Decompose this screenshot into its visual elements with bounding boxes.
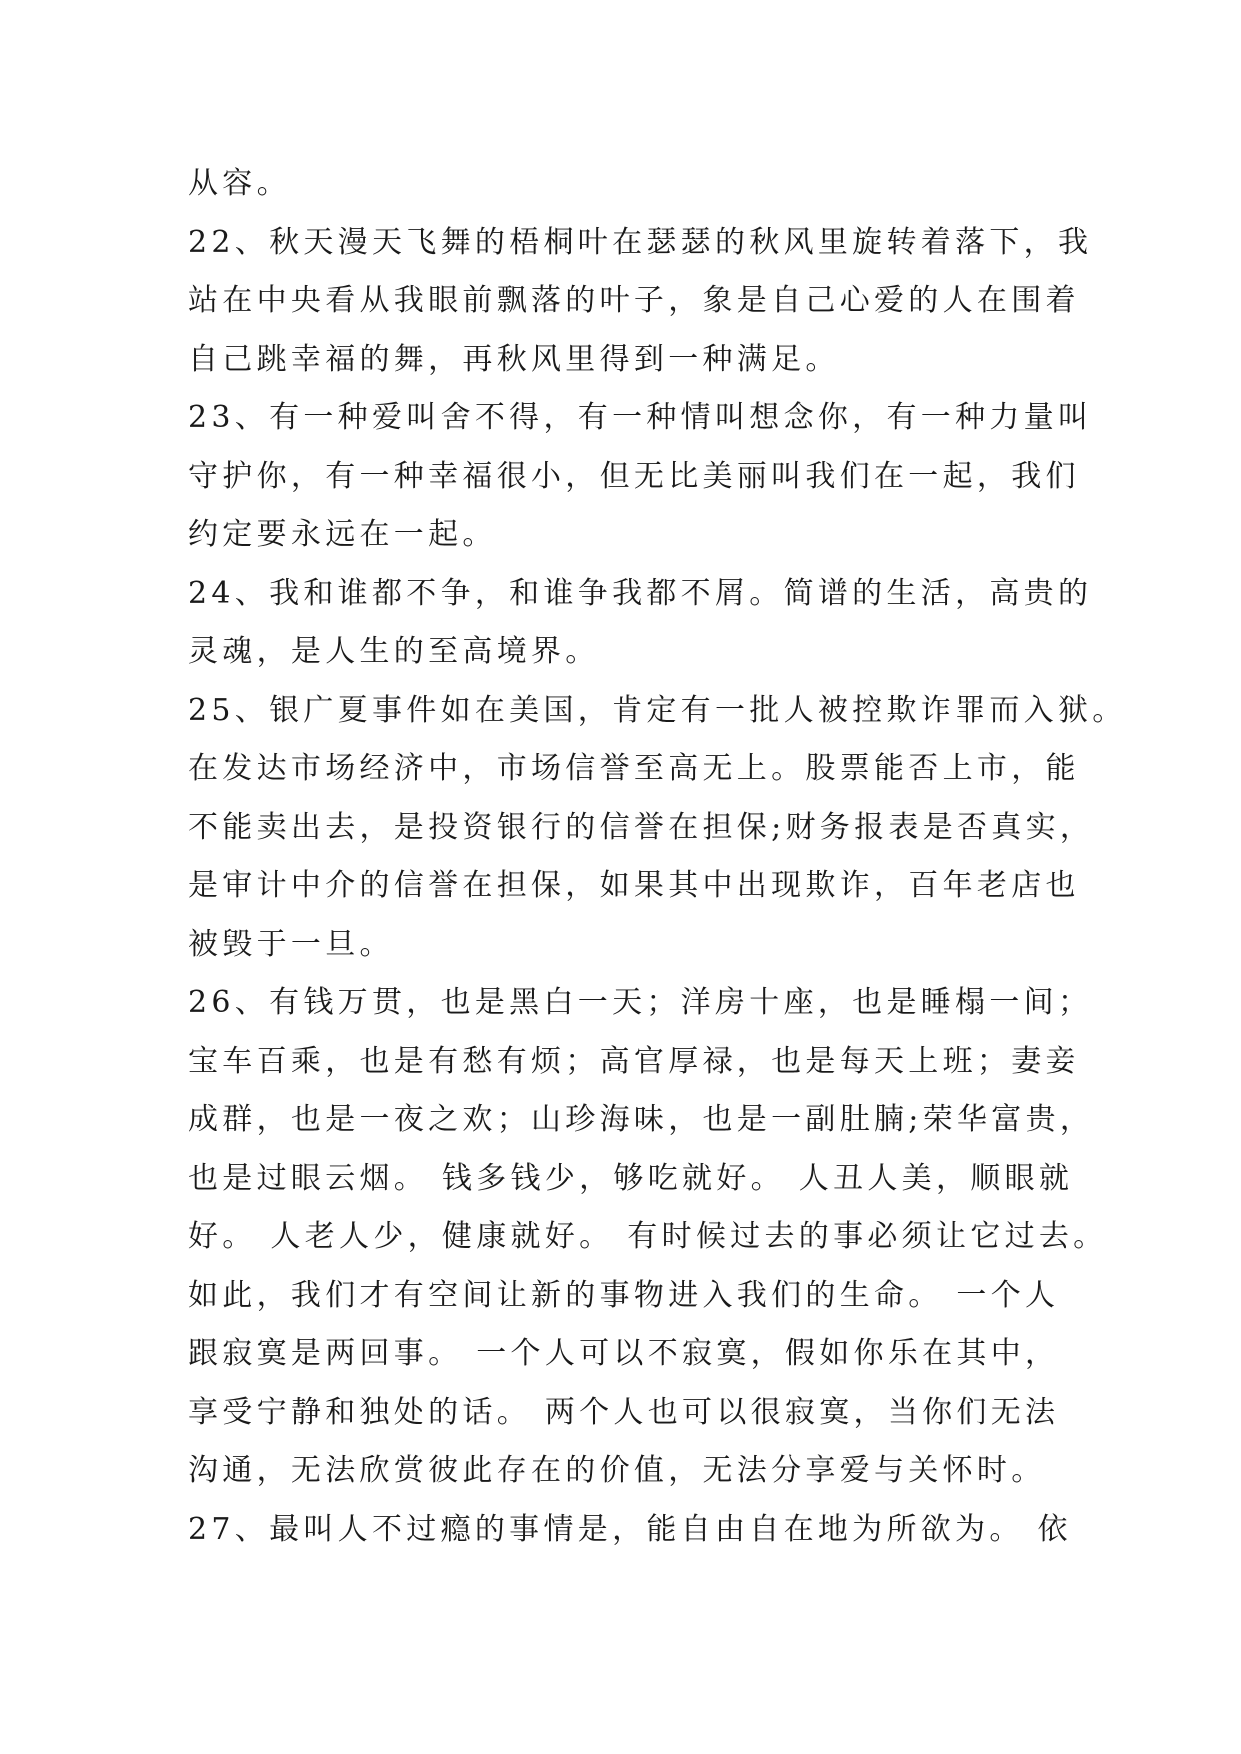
text-line: 成群，也是一夜之欢；山珍海味，也是一副肚腩;荣华富贵， [188, 1102, 1095, 1137]
text-line: 跟寂寞是两回事。 一个人可以不寂寞，假如你乐在其中， [188, 1336, 1060, 1371]
text-line: 享受宁静和独处的话。 两个人也可以很寂寞，当你们无法 [188, 1394, 1060, 1430]
text-line: 也是过眼云烟。 钱多钱少，够吃就好。 人丑人美，顺眼就 [188, 1160, 1074, 1196]
text-line: 守护你，有一种幸福很小，但无比美丽叫我们在一起，我们 [188, 458, 1080, 494]
text-line: 自己跳幸福的舞，再秋风里得到一种满足。 [188, 341, 840, 377]
text-line: 被毁于一旦。 [188, 926, 394, 962]
text-line: 约定要永远在一起。 [188, 517, 497, 552]
text-line: 宝车百乘，也是有愁有烦；高官厚禄，也是每天上班；妻妾 [188, 1043, 1080, 1079]
text-line: 从容。 [188, 166, 291, 201]
text-line: 如此，我们才有空间让新的事物进入我们的生命。 一个人 [188, 1277, 1060, 1313]
text-line: 灵魂，是人生的至高境界。 [188, 634, 600, 669]
text-line: 不能卖出去，是投资银行的信誉在担保;财务报表是否真实， [188, 809, 1095, 845]
text-line: 好。 人老人少，健康就好。 有时候过去的事必须让它过去。 [188, 1219, 1108, 1254]
text-line: 26、有钱万贯，也是黑白一天；洋房十座，也是睡榻一间； [188, 985, 1093, 1020]
text-line: 22、秋天漫天飞舞的梧桐叶在瑟瑟的秋风里旋转着落下，我 [188, 224, 1093, 260]
text-line: 23、有一种爱叫舍不得，有一种情叫想念你，有一种力量叫 [188, 400, 1093, 435]
text-line: 站在中央看从我眼前飘落的叶子，象是自己心爱的人在围着 [188, 283, 1080, 318]
text-line: 在发达市场经济中，市场信誉至高无上。股票能否上市，能 [188, 751, 1080, 786]
text-line: 25、银广夏事件如在美国，肯定有一批人被控欺诈罪而入狱。 [188, 692, 1127, 728]
document-body [188, 155, 1127, 1559]
text-line: 沟通，无法欣赏彼此存在的价值，无法分享爱与关怀时。 [188, 1453, 1046, 1488]
text-line: 27、最叫人不过瘾的事情是，能自由自在地为所欲为。 依 [188, 1511, 1072, 1547]
text-line: 是审计中介的信誉在担保，如果其中出现欺诈，百年老店也 [188, 868, 1080, 903]
text-line: 24、我和谁都不争，和谁争我都不屑。简谱的生活，高贵的 [188, 575, 1093, 611]
